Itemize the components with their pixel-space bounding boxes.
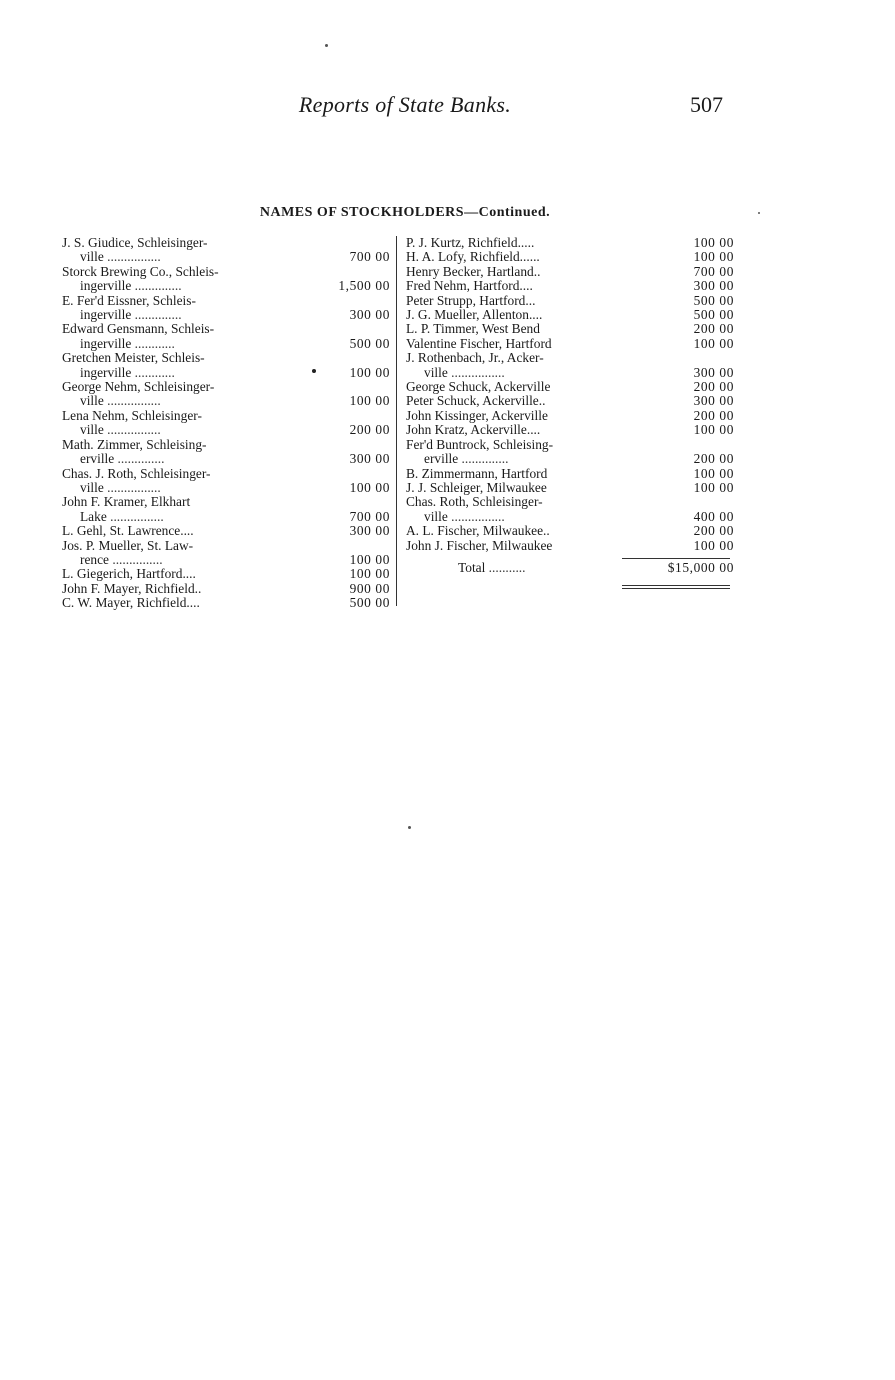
stockholder-name: John Kratz, Ackerville.... bbox=[406, 422, 541, 438]
stockholder-amount: 100 00 bbox=[349, 551, 390, 567]
stockholder-entry bbox=[62, 524, 392, 538]
stockholder-entry bbox=[406, 265, 734, 279]
stockholder-continuation-line bbox=[62, 366, 392, 380]
stockholder-entry bbox=[406, 467, 734, 481]
stockholder-line bbox=[406, 337, 734, 351]
stockholder-line bbox=[406, 380, 734, 394]
stockholder-entry bbox=[406, 481, 734, 495]
leader-dots: ................ bbox=[103, 249, 161, 265]
stockholder-name-line bbox=[62, 539, 392, 553]
stockholder-name: Peter Schuck, Ackerville.. bbox=[406, 393, 546, 409]
stockholder-entry bbox=[406, 394, 734, 408]
stockholder-line bbox=[406, 409, 734, 423]
stockholder-entry bbox=[406, 438, 734, 467]
stockholder-name-line bbox=[62, 322, 392, 336]
section-title: NAMES OF STOCKHOLDERS—Continued. bbox=[259, 205, 551, 220]
stockholder-entry bbox=[62, 438, 392, 467]
stockholder-continuation-line bbox=[62, 452, 392, 466]
stockholder-name-continued: rence bbox=[80, 551, 109, 567]
stockholder-name-continued: ville bbox=[424, 508, 448, 524]
stockholder-line bbox=[406, 467, 734, 481]
stockholder-name: John F. Mayer, Richfield.. bbox=[62, 580, 202, 596]
stockholder-name: A. L. Fischer, Milwaukee.. bbox=[406, 523, 550, 539]
stockholder-name: E. Fer'd Eissner, Schleis- bbox=[62, 292, 196, 308]
stockholder-name-continued: ville bbox=[80, 422, 104, 438]
leader-dots: ............ bbox=[131, 335, 175, 351]
stockholder-entry bbox=[62, 351, 392, 380]
stockholder-entry bbox=[62, 265, 392, 294]
stockholder-name-line bbox=[62, 351, 392, 365]
stockholder-entry bbox=[406, 294, 734, 308]
stockholder-continuation-line bbox=[406, 366, 734, 380]
stockholder-name: C. W. Mayer, Richfield.... bbox=[62, 595, 200, 611]
stockholder-name-line bbox=[62, 438, 392, 452]
stockholder-name-line bbox=[406, 495, 734, 509]
stockholder-continuation-line bbox=[62, 337, 392, 351]
stockholder-name-line bbox=[406, 438, 734, 452]
stockholder-name: Gretchen Meister, Schleis- bbox=[62, 350, 205, 366]
leader-dots: ................ bbox=[447, 508, 505, 524]
stockholder-continuation-line bbox=[62, 308, 392, 322]
leader-dots: ............... bbox=[109, 551, 163, 567]
stockholder-name: John J. Fischer, Milwaukee bbox=[406, 537, 553, 553]
stockholder-line bbox=[62, 596, 392, 610]
stockholder-name-continued: ingerville bbox=[80, 364, 132, 380]
stockholder-name: Fer'd Buntrock, Schleising- bbox=[406, 436, 554, 452]
stockholder-amount: 700 00 bbox=[349, 249, 390, 265]
leader-dots: ............ bbox=[131, 364, 175, 380]
stockholder-amount: 300 00 bbox=[349, 523, 390, 539]
stockholder-continuation-line bbox=[62, 250, 392, 264]
stockholder-entry bbox=[406, 539, 734, 553]
stockholder-name: Fred Nehm, Hartford.... bbox=[406, 278, 533, 294]
stockholder-amount: 100 00 bbox=[349, 566, 390, 582]
stockholder-entry bbox=[62, 582, 392, 596]
stockholder-entry bbox=[62, 539, 392, 568]
stockholder-name-continued: ville bbox=[80, 393, 104, 409]
stockholder-name-line bbox=[62, 265, 392, 279]
stockholder-name: George Schuck, Ackerville bbox=[406, 379, 551, 395]
stockholder-name: George Nehm, Schleisinger- bbox=[62, 379, 215, 395]
stockholder-name: Math. Zimmer, Schleising- bbox=[62, 436, 207, 452]
stockholder-name: J. Rothenbach, Jr., Acker- bbox=[406, 350, 544, 366]
stockholder-amount: 500 00 bbox=[693, 292, 734, 308]
stockholder-amount: 300 00 bbox=[349, 451, 390, 467]
stockholder-entry bbox=[62, 380, 392, 409]
stockholder-entry bbox=[62, 567, 392, 581]
total-label: Total bbox=[458, 559, 486, 575]
stockholder-amount: 100 00 bbox=[693, 335, 734, 351]
stockholder-continuation-line bbox=[62, 553, 392, 567]
stockholder-amount: 100 00 bbox=[693, 249, 734, 265]
stockholder-amount: 500 00 bbox=[349, 595, 390, 611]
stockholder-name-line bbox=[62, 495, 392, 509]
stockholder-name: B. Zimmermann, Hartford bbox=[406, 465, 548, 481]
stockholder-entry bbox=[406, 380, 734, 394]
stockholder-line bbox=[406, 539, 734, 553]
stockholder-name-continued: ville bbox=[80, 479, 104, 495]
total-row bbox=[406, 561, 734, 575]
stockholder-entry bbox=[406, 236, 734, 250]
stockholder-continuation-line bbox=[62, 394, 392, 408]
total-amount: $15,000 00 bbox=[667, 559, 734, 575]
stockholder-line bbox=[406, 294, 734, 308]
stockholder-entry bbox=[62, 294, 392, 323]
stockholder-entry bbox=[406, 250, 734, 264]
stockholder-amount: 700 00 bbox=[349, 508, 390, 524]
stockholder-line bbox=[406, 423, 734, 437]
stockholder-name-continued: erville bbox=[80, 451, 115, 467]
stockholders-left-column bbox=[62, 236, 392, 611]
column-divider bbox=[396, 236, 397, 606]
stockholder-entry bbox=[406, 495, 734, 524]
stockholder-name: Lena Nehm, Schleisinger- bbox=[62, 407, 202, 423]
page-speck bbox=[312, 369, 316, 373]
stockholder-name: Chas. J. Roth, Schleisinger- bbox=[62, 465, 211, 481]
stockholder-name: L. Gehl, St. Lawrence.... bbox=[62, 523, 194, 539]
stockholder-name-line bbox=[62, 409, 392, 423]
stockholder-amount: 300 00 bbox=[693, 393, 734, 409]
stockholder-amount: 100 00 bbox=[693, 479, 734, 495]
stockholder-amount: 300 00 bbox=[349, 307, 390, 323]
stockholder-name-line bbox=[62, 467, 392, 481]
stockholder-entry bbox=[62, 467, 392, 496]
stockholder-amount: 700 00 bbox=[693, 263, 734, 279]
stockholder-continuation-line bbox=[62, 279, 392, 293]
stockholder-name: Valentine Fischer, Hartford bbox=[406, 335, 552, 351]
leader-dots: .............. bbox=[114, 451, 165, 467]
stockholder-name-continued: ville bbox=[80, 249, 104, 265]
stockholder-amount: 100 00 bbox=[693, 537, 734, 553]
stockholder-line bbox=[62, 524, 392, 538]
stockholder-line bbox=[62, 567, 392, 581]
stockholder-name-line bbox=[62, 236, 392, 250]
leader-dots: ................ bbox=[103, 422, 161, 438]
stockholder-name-line bbox=[62, 294, 392, 308]
stockholder-amount: 100 00 bbox=[349, 479, 390, 495]
stockholder-line bbox=[406, 265, 734, 279]
stockholder-amount: 200 00 bbox=[693, 379, 734, 395]
stockholder-name: J. S. Giudice, Schleisinger- bbox=[62, 235, 208, 250]
stockholder-line bbox=[62, 582, 392, 596]
stockholder-amount: 100 00 bbox=[349, 364, 390, 380]
stockholders-right-column bbox=[406, 236, 734, 575]
stockholder-entry bbox=[62, 596, 392, 610]
stockholder-entry bbox=[406, 308, 734, 322]
stockholder-amount: 200 00 bbox=[693, 451, 734, 467]
stockholder-amount: 100 00 bbox=[693, 235, 734, 250]
stockholder-entry bbox=[406, 423, 734, 437]
stockholder-continuation-line bbox=[406, 452, 734, 466]
stockholder-amount: 500 00 bbox=[349, 335, 390, 351]
stockholder-name: J. J. Schleiger, Milwaukee bbox=[406, 479, 547, 495]
stockholder-name: Henry Becker, Hartland.. bbox=[406, 263, 541, 279]
stockholder-continuation-line bbox=[62, 481, 392, 495]
leader-dots: .............. bbox=[458, 451, 509, 467]
leader-dots: ................ bbox=[103, 479, 161, 495]
stockholder-name-continued: ville bbox=[424, 364, 448, 380]
stockholder-entry bbox=[406, 409, 734, 423]
stockholder-name-continued: ingerville bbox=[80, 307, 132, 323]
stockholder-amount: 200 00 bbox=[349, 422, 390, 438]
stockholder-name-continued: ingerville bbox=[80, 335, 132, 351]
running-title: Reports of State Banks. bbox=[298, 92, 512, 117]
stockholder-entry bbox=[62, 409, 392, 438]
stockholder-name-continued: erville bbox=[424, 451, 459, 467]
stockholder-name: Peter Strupp, Hartford... bbox=[406, 292, 536, 308]
stockholder-entry bbox=[406, 524, 734, 538]
stockholder-entry bbox=[62, 495, 392, 524]
leader-dots: .............. bbox=[131, 307, 182, 323]
stockholder-name: H. A. Lofy, Richfield...... bbox=[406, 249, 540, 265]
total-rule-top bbox=[622, 558, 730, 559]
leader-dots: ................ bbox=[447, 364, 505, 380]
stockholder-name-line bbox=[406, 351, 734, 365]
stockholder-amount: 500 00 bbox=[693, 307, 734, 323]
stockholder-entry bbox=[406, 337, 734, 351]
stockholder-line bbox=[406, 394, 734, 408]
stockholder-name: L. P. Timmer, West Bend bbox=[406, 321, 540, 337]
stockholder-name: Storck Brewing Co., Schleis- bbox=[62, 263, 219, 279]
stockholder-amount: 100 00 bbox=[693, 422, 734, 438]
stockholder-amount: 1,500 00 bbox=[338, 278, 390, 294]
stockholder-name: J. G. Mueller, Allenton.... bbox=[406, 307, 543, 323]
stockholder-name: P. J. Kurtz, Richfield..... bbox=[406, 235, 535, 250]
total-double-rule bbox=[622, 585, 730, 589]
stockholder-continuation-line bbox=[406, 510, 734, 524]
stockholder-entry bbox=[406, 279, 734, 293]
stockholder-line bbox=[406, 308, 734, 322]
stockholder-amount: 200 00 bbox=[693, 523, 734, 539]
stockholder-entry bbox=[406, 351, 734, 380]
stockholder-amount: 400 00 bbox=[693, 508, 734, 524]
stockholder-amount: 300 00 bbox=[693, 364, 734, 380]
stockholder-entry bbox=[62, 322, 392, 351]
stockholder-line bbox=[406, 481, 734, 495]
page-speck bbox=[408, 826, 411, 829]
stockholder-line bbox=[406, 322, 734, 336]
leader-dots: ................ bbox=[106, 508, 164, 524]
stockholder-continuation-line bbox=[62, 510, 392, 524]
page-speck bbox=[325, 44, 328, 47]
stockholder-name: John F. Kramer, Elkhart bbox=[62, 494, 191, 510]
stockholder-line bbox=[406, 236, 734, 250]
stockholder-amount: 900 00 bbox=[349, 580, 390, 596]
stockholder-continuation-line bbox=[62, 423, 392, 437]
stockholder-entry bbox=[406, 322, 734, 336]
stockholder-line bbox=[406, 524, 734, 538]
page-speck bbox=[758, 212, 760, 214]
leader-dots: .............. bbox=[131, 278, 182, 294]
page-number: 507 bbox=[690, 92, 723, 117]
stockholder-name-continued: ingerville bbox=[80, 278, 132, 294]
stockholder-line bbox=[406, 279, 734, 293]
stockholder-name: John Kissinger, Ackerville bbox=[406, 407, 548, 423]
stockholder-amount: 200 00 bbox=[693, 321, 734, 337]
stockholder-name: L. Giegerich, Hartford.... bbox=[62, 566, 196, 582]
stockholder-amount: 300 00 bbox=[693, 278, 734, 294]
stockholder-entry bbox=[62, 236, 392, 265]
leader-dots: ................ bbox=[103, 393, 161, 409]
stockholder-name: Chas. Roth, Schleisinger- bbox=[406, 494, 543, 510]
stockholder-line bbox=[406, 250, 734, 264]
stockholder-amount: 100 00 bbox=[693, 465, 734, 481]
stockholder-name-line bbox=[62, 380, 392, 394]
stockholder-name: Edward Gensmann, Schleis- bbox=[62, 321, 215, 337]
stockholder-name-continued: Lake bbox=[80, 508, 107, 524]
leader-dots: ........... bbox=[485, 559, 526, 575]
stockholder-amount: 200 00 bbox=[693, 407, 734, 423]
stockholder-name: Jos. P. Mueller, St. Law- bbox=[62, 537, 194, 553]
stockholder-amount: 100 00 bbox=[349, 393, 390, 409]
